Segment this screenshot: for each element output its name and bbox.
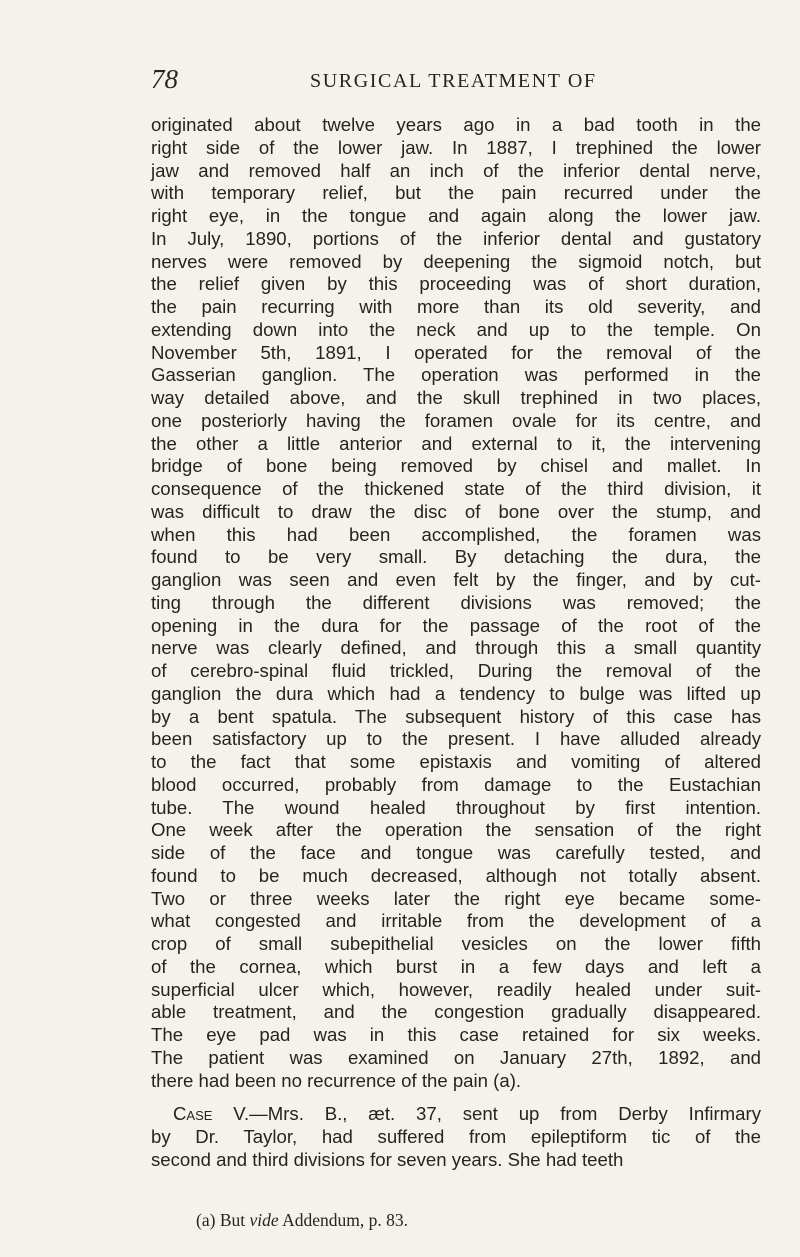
text-line: nerve was clearly defined, and through this a small quantity: [151, 637, 761, 659]
text-line: by a bent spatula. The subsequent history of this case has: [151, 705, 761, 727]
text-line: the pain recurring with more than its old severity, and: [151, 296, 761, 317]
text-line: been satisfactory up to the present. I have alluded already: [151, 728, 761, 750]
text-line: right side of the lower jaw. In 1887, I trephined the lower: [151, 136, 761, 158]
footnote-marker: (a): [196, 1210, 216, 1230]
text-line: consequence of the thickened state of the third division, it: [151, 478, 761, 499]
text-line: jaw and removed half an inch of the inferior dental nerve,: [151, 159, 761, 181]
text-line: nerves were removed by deepening the sigmoid notch, but: [151, 250, 761, 272]
paragraph-case-v: [151, 1103, 761, 1171]
text-line: One week after the operation the sensation of the right: [151, 819, 761, 841]
text-line: found to be very small. By detaching the dura, the: [151, 546, 761, 568]
text-line: by Dr. Taylor, had suffered from epileptiform tic of the: [151, 1126, 761, 1147]
text-line: found to be much decreased, although not totally absent.: [151, 864, 761, 886]
text-line: November 5th, 1891, I operated for the removal of the: [151, 341, 761, 363]
text-line: In July, 1890, portions of the inferior dental and gustatory: [151, 227, 761, 249]
footnote-but: But: [219, 1210, 246, 1230]
text-line: to the fact that some epistaxis and vomiting of altered: [151, 751, 761, 772]
text-line: way detailed above, and the skull trephined in two places,: [151, 387, 761, 408]
text-line: one posteriorly having the foramen ovale for its centre, and: [151, 409, 761, 431]
text-line: side of the face and tongue was carefully tested, and: [151, 842, 761, 863]
text-line: with temporary relief, but the pain recurred under the: [151, 182, 761, 204]
text-line: originated about twelve years ago in a bad tooth in the: [151, 114, 761, 135]
footnote: [196, 1208, 408, 1232]
text-line: the other a little anterior and external to it, the intervening: [151, 432, 761, 454]
text-line: tube. The wound healed throughout by first intention.: [151, 796, 761, 818]
page-number: 78: [151, 64, 178, 94]
text-line: extending down into the neck and up to the temple. On: [151, 318, 761, 340]
text-line: opening in the dura for the passage of the root of the: [151, 614, 761, 636]
footnote-reference: Addendum, p. 83.: [282, 1210, 408, 1230]
text-line: what congested and irritable from the development of a: [151, 910, 761, 932]
text-line: [151, 1103, 761, 1126]
text-line: of cerebro-spinal fluid trickled, During the removal of the: [151, 660, 761, 681]
text-line: second and third divisions for seven years. She had teeth: [151, 1148, 624, 1170]
text-line: crop of small subepithelial vesicles on the lower fifth: [151, 933, 761, 954]
text-line: able treatment, and the congestion gradually disappeared.: [151, 1001, 761, 1023]
text-line: of the cornea, which burst in a few days and left a: [151, 955, 761, 977]
running-title: SURGICAL TREATMENT OF: [310, 70, 597, 92]
text-line: was difficult to draw the disc of bone over the stump, and: [151, 500, 761, 522]
text-line: Two or three weeks later the right eye became some-: [151, 887, 761, 909]
footnote-vide: vide: [249, 1210, 279, 1230]
text-line: The patient was examined on January 27th, 1892, and: [151, 1046, 761, 1068]
paragraph-case-iv-continued: [151, 114, 761, 1092]
text-line: right eye, in the tongue and again along the lower jaw.: [151, 205, 761, 226]
case-label: Case V.: [173, 1103, 250, 1125]
text-line: bridge of bone being removed by chisel and mallet. In: [151, 455, 761, 477]
text-line: ganglion the dura which had a tendency to bulge was lifted up: [151, 682, 761, 704]
text-line: blood occurred, probably from damage to the Eustachian: [151, 773, 761, 795]
text-line: Gasserian ganglion. The operation was performed in the: [151, 364, 761, 386]
body-text: [151, 114, 761, 1172]
text-line: there had been no recurrence of the pain (a).: [151, 1069, 522, 1091]
text-line: the relief given by this proceeding was of short duration,: [151, 273, 761, 295]
text-line: ganglion was seen and even felt by the finger, and by cut-: [151, 569, 761, 590]
text-line: ting through the different divisions was removed; the: [151, 591, 761, 613]
case-v-line-text: —Mrs. B., æt. 37, sent up from Derby Infirmary: [249, 1103, 761, 1125]
text-line: superficial ulcer which, however, readily healed under suit-: [151, 978, 761, 1000]
running-head: [151, 62, 761, 96]
text-line: when this had been accomplished, the foramen was: [151, 523, 761, 545]
text-line: The eye pad was in this case retained for six weeks.: [151, 1024, 761, 1045]
